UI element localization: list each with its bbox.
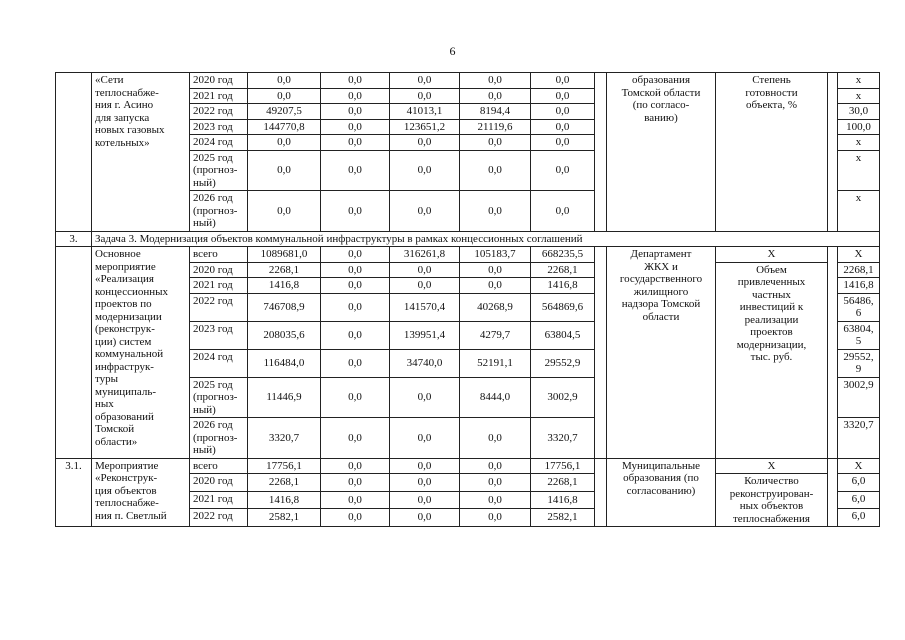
indicator-total-mark: Х (716, 458, 828, 474)
value-other: 0,0 (531, 191, 595, 232)
indicator-value: 2268,1 (838, 262, 880, 278)
value-total: 1089681,0 (248, 247, 321, 263)
year-cell: 2025 год (прогноз- ный) (190, 377, 248, 418)
indicator-value: х (838, 88, 880, 104)
value-other: 17756,1 (531, 458, 595, 474)
year-cell: 2026 год (прогноз- ный) (190, 191, 248, 232)
value-total: 0,0 (248, 191, 321, 232)
value-local: 0,0 (460, 418, 531, 459)
value-federal: 0,0 (321, 104, 390, 120)
value-federal: 0,0 (321, 262, 390, 278)
value-federal: 0,0 (321, 418, 390, 459)
spacer-cell (595, 458, 607, 527)
row-number-cell (56, 73, 92, 232)
value-other: 29552,9 (531, 349, 595, 377)
value-regional: 0,0 (390, 88, 460, 104)
value-regional: 34740,0 (390, 349, 460, 377)
value-other: 2582,1 (531, 509, 595, 527)
indicator-value: 63804, 5 (838, 321, 880, 349)
value-total: 1416,8 (248, 491, 321, 509)
value-federal: 0,0 (321, 247, 390, 263)
task-number: 3. (56, 231, 92, 247)
value-local: 0,0 (460, 150, 531, 191)
value-other: 564869,6 (531, 293, 595, 321)
value-other: 0,0 (531, 88, 595, 104)
indicator-total-mark: Х (716, 247, 828, 263)
indicator-value: 3320,7 (838, 418, 880, 459)
value-regional: 0,0 (390, 262, 460, 278)
value-federal: 0,0 (321, 135, 390, 151)
page-number: 6 (449, 44, 456, 58)
value-other: 1416,8 (531, 491, 595, 509)
value-regional: 0,0 (390, 458, 460, 474)
indicator-value: 29552, 9 (838, 349, 880, 377)
value-total: 3320,7 (248, 418, 321, 459)
value-regional: 0,0 (390, 377, 460, 418)
value-other: 0,0 (531, 104, 595, 120)
value-other: 3320,7 (531, 418, 595, 459)
value-total: 144770,8 (248, 119, 321, 135)
table-row (56, 458, 880, 474)
value-local: 8194,4 (460, 104, 531, 120)
value-federal: 0,0 (321, 88, 390, 104)
value-other: 1416,8 (531, 278, 595, 294)
executor-cell: образования Томской области (по согласо- ванию) (607, 73, 716, 232)
year-cell: 2022 год (190, 509, 248, 527)
year-cell: 2024 год (190, 349, 248, 377)
value-regional: 0,0 (390, 191, 460, 232)
value-total: 2268,1 (248, 262, 321, 278)
value-total: 2268,1 (248, 474, 321, 492)
activity-name: Мероприятие «Реконструк- ция объектов теплоснабже- ния п. Светлый (92, 458, 190, 527)
spacer-cell (828, 458, 838, 527)
value-other: 2268,1 (531, 262, 595, 278)
value-local: 0,0 (460, 509, 531, 527)
indicator-name: Степень готовности объекта, % (716, 73, 828, 232)
indicator-value: Х (838, 247, 880, 263)
value-other: 63804,5 (531, 321, 595, 349)
year-cell: 2026 год (прогноз- ный) (190, 418, 248, 459)
indicator-value: Х (838, 458, 880, 474)
value-other: 668235,5 (531, 247, 595, 263)
value-local: 0,0 (460, 88, 531, 104)
value-total: 208035,6 (248, 321, 321, 349)
value-local: 0,0 (460, 262, 531, 278)
value-total: 0,0 (248, 135, 321, 151)
value-regional: 123651,2 (390, 119, 460, 135)
indicator-name: Объем привлеченных частных инвестиций к реализации проектов модернизации, тыс. руб. (716, 262, 828, 458)
value-federal: 0,0 (321, 509, 390, 527)
year-cell: 2024 год (190, 135, 248, 151)
value-local: 40268,9 (460, 293, 531, 321)
value-regional: 0,0 (390, 150, 460, 191)
year-cell: 2023 год (190, 119, 248, 135)
row-number-cell (56, 247, 92, 459)
value-federal: 0,0 (321, 293, 390, 321)
value-regional: 316261,8 (390, 247, 460, 263)
indicator-value: 1416,8 (838, 278, 880, 294)
indicator-name: Количество реконструирован- ных объектов теплоснабжения (716, 474, 828, 527)
value-other: 0,0 (531, 73, 595, 89)
year-cell: 2022 год (190, 293, 248, 321)
value-local: 0,0 (460, 491, 531, 509)
value-regional: 0,0 (390, 418, 460, 459)
value-federal: 0,0 (321, 321, 390, 349)
value-local: 52191,1 (460, 349, 531, 377)
year-cell: 2021 год (190, 491, 248, 509)
activity-name: Основное мероприятие «Реализация концессионных проектов по модернизации (реконструк- ции) систем коммунальной инфраструк- туры муниципаль- ных образований Томской области» (92, 247, 190, 459)
executor-cell: Департамент ЖКХ и государственного жилищного надзора Томской области (607, 247, 716, 459)
value-federal: 0,0 (321, 491, 390, 509)
value-regional: 0,0 (390, 491, 460, 509)
value-federal: 0,0 (321, 150, 390, 191)
indicator-value: 30,0 (838, 104, 880, 120)
executor-cell: Муниципальные образования (по согласованию) (607, 458, 716, 527)
value-local: 105183,7 (460, 247, 531, 263)
spacer-cell (828, 247, 838, 459)
value-total: 116484,0 (248, 349, 321, 377)
spacer-cell (595, 247, 607, 459)
indicator-value: х (838, 191, 880, 232)
value-total: 0,0 (248, 88, 321, 104)
value-local: 0,0 (460, 474, 531, 492)
year-cell: всего (190, 458, 248, 474)
row-number-cell: 3.1. (56, 458, 92, 527)
year-cell: всего (190, 247, 248, 263)
year-cell: 2021 год (190, 88, 248, 104)
value-regional: 141570,4 (390, 293, 460, 321)
value-other: 3002,9 (531, 377, 595, 418)
task-title: Задача 3. Модернизация объектов коммунальной инфраструктуры в рамках концессионных соглашений (92, 231, 880, 247)
value-federal: 0,0 (321, 119, 390, 135)
value-local: 21119,6 (460, 119, 531, 135)
indicator-value: 6,0 (838, 474, 880, 492)
value-total: 1416,8 (248, 278, 321, 294)
activity-name: «Сети теплоснабже- ния г. Асино для запуска новых газовых котельных» (92, 73, 190, 232)
value-other: 0,0 (531, 150, 595, 191)
value-total: 2582,1 (248, 509, 321, 527)
value-federal: 0,0 (321, 349, 390, 377)
year-cell: 2021 год (190, 278, 248, 294)
value-other: 0,0 (531, 119, 595, 135)
value-regional: 0,0 (390, 73, 460, 89)
value-federal: 0,0 (321, 458, 390, 474)
indicator-value: 3002,9 (838, 377, 880, 418)
spacer-cell (595, 73, 607, 232)
value-regional: 0,0 (390, 474, 460, 492)
indicator-value: х (838, 135, 880, 151)
value-total: 17756,1 (248, 458, 321, 474)
value-total: 0,0 (248, 150, 321, 191)
indicator-value: х (838, 150, 880, 191)
value-local: 4279,7 (460, 321, 531, 349)
spacer-cell (828, 73, 838, 232)
value-federal: 0,0 (321, 474, 390, 492)
value-total: 746708,9 (248, 293, 321, 321)
year-cell: 2023 год (190, 321, 248, 349)
value-regional: 0,0 (390, 509, 460, 527)
indicator-value: х (838, 73, 880, 89)
value-regional: 0,0 (390, 278, 460, 294)
value-total: 49207,5 (248, 104, 321, 120)
value-other: 0,0 (531, 135, 595, 151)
value-local: 0,0 (460, 135, 531, 151)
value-regional: 41013,1 (390, 104, 460, 120)
value-local: 8444,0 (460, 377, 531, 418)
program-table-sheet (55, 72, 874, 527)
year-cell: 2022 год (190, 104, 248, 120)
table-row (56, 73, 880, 89)
value-local: 0,0 (460, 73, 531, 89)
value-total: 11446,9 (248, 377, 321, 418)
indicator-value: 100,0 (838, 119, 880, 135)
indicator-value: 6,0 (838, 491, 880, 509)
value-federal: 0,0 (321, 377, 390, 418)
indicator-value: 6,0 (838, 509, 880, 527)
value-federal: 0,0 (321, 73, 390, 89)
value-local: 0,0 (460, 458, 531, 474)
value-local: 0,0 (460, 278, 531, 294)
value-local: 0,0 (460, 191, 531, 232)
year-cell: 2020 год (190, 262, 248, 278)
value-total: 0,0 (248, 73, 321, 89)
program-table (55, 72, 880, 527)
value-federal: 0,0 (321, 191, 390, 232)
year-cell: 2020 год (190, 73, 248, 89)
year-cell: 2025 год (прогноз- ный) (190, 150, 248, 191)
value-regional: 139951,4 (390, 321, 460, 349)
indicator-value: 56486, 6 (838, 293, 880, 321)
value-regional: 0,0 (390, 135, 460, 151)
table-row (56, 247, 880, 263)
value-other: 2268,1 (531, 474, 595, 492)
year-cell: 2020 год (190, 474, 248, 492)
task-row (56, 231, 880, 247)
value-federal: 0,0 (321, 278, 390, 294)
